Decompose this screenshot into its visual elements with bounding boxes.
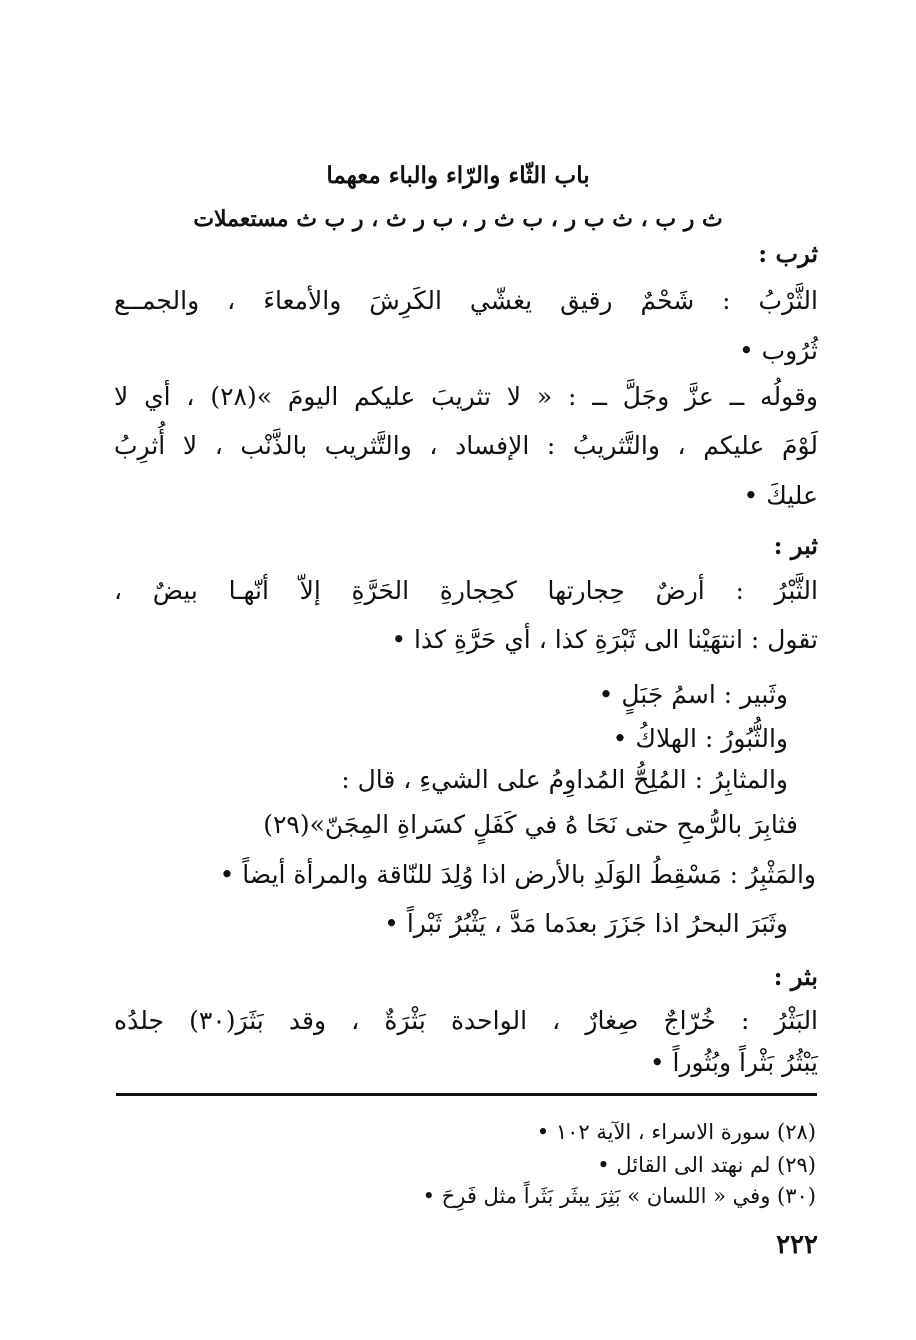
footnote: (٢٨) سورة الاسراء ، الآية ١٠٢ • bbox=[536, 1120, 816, 1144]
footnote: (٣٠) وفي « اللسان » بَثِرَ يبثَر بَثَراً مثل فَرِحَ • bbox=[422, 1184, 816, 1208]
entry-line: والمَثْبِرُ : مَسْقِطُ الوَلَدِ بالأرض اذا وُلِدَ للنّاقة والمرأة أيضاً • bbox=[219, 860, 816, 889]
entry-line: وقولُه ــ عزَّ وجَلَّ ــ : « لا تثريبَ عليكم اليومَ »(٢٨) ، أي لا bbox=[114, 382, 819, 411]
entry-line: وثَبير : اسمُ جَبَلٍ • bbox=[598, 680, 788, 709]
entry-head-thabr: ثبر : bbox=[773, 531, 818, 560]
entry-line: تقول : انتهَيْنا الى ثَبْرَةِ كذا ، أي حَرَّةِ كذا • bbox=[391, 625, 818, 654]
entry-line: ثُرُوب • bbox=[738, 336, 818, 365]
page-number: ٢٢٢ bbox=[776, 1230, 818, 1260]
chapter-subtitle: ث ر ب ، ث ب ر ، ب ث ر ، ب ر ث ، ر ب ث مستعملات bbox=[193, 206, 723, 232]
entry-line: وثَبَرَ البحرُ اذا جَزَرَ بعدَما مَدَّ ، يَثْبُرُ ثَبْراً • bbox=[384, 909, 788, 938]
poetry-verse: فثابِرَ بالرُّمحِ حتى نَحَا هُ في كَفَلٍ كسَراةِ المِجَنّ»(٢٩) bbox=[263, 810, 798, 839]
entry-line: يَبْثُرُ بَثْراً وبُثُوراً • bbox=[649, 1048, 818, 1077]
entry-line: لَوْمَ عليكم ، والتَّثريبُ : الإفساد ، والتَّثريب بالذَّنْب ، لا أُثرِبُ bbox=[114, 431, 818, 460]
entry-line: والمثابِرُ : المُلِحُّ المُداوِمُ على الشيءِ ، قال : bbox=[341, 765, 788, 794]
entry-line: البَثْرُ : خُرّاجٌ صِغارٌ ، الواحدة بَثْرَةٌ ، وقد بَثَرَ(٣٠) جلدُه bbox=[114, 1006, 819, 1035]
entry-line: والثُّبُورُ : الهلاكُ • bbox=[612, 724, 788, 753]
entry-line: عليكَ • bbox=[743, 481, 818, 510]
entry-line: الثَّرْبُ : شَحْمٌ رقيق يغشّي الكَرِشَ والأمعاءَ ، والجمــع bbox=[114, 286, 818, 315]
footnote: (٢٩) لم نهتد الى القائل • bbox=[597, 1153, 816, 1177]
entry-head-tharb: ثرب : bbox=[758, 239, 818, 268]
chapter-title: باب الثّاء والرّاء والباء معهما bbox=[326, 162, 590, 189]
footnote-divider bbox=[116, 1093, 817, 1096]
entry-head-bathr: بثر : bbox=[773, 962, 818, 991]
entry-line: الثَّبْرُ : أرضٌ حِجارتها كحِجارةِ الحَرَّةِ إلاّ أنّهـا بيضٌ ، bbox=[114, 576, 818, 605]
